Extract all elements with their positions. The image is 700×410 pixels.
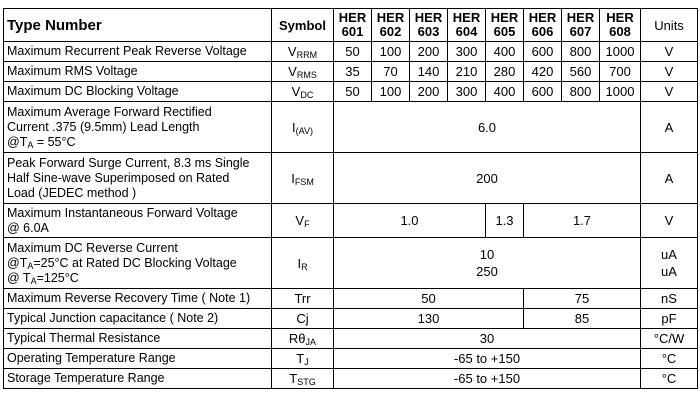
symbol-cell: $I_{FSM}$ bbox=[272, 153, 334, 204]
value-cell: -65 to +150 bbox=[334, 349, 641, 369]
value-cell: 200 bbox=[410, 42, 448, 62]
param-label: Operating Temperature Range bbox=[4, 349, 272, 369]
param-label: Typical Junction capacitance ( Note 2) bbox=[4, 309, 272, 329]
table-row-ir bbox=[4, 238, 698, 289]
symbol-cell: $V_{DC}$ bbox=[272, 82, 334, 102]
value-cell: 400 bbox=[486, 42, 524, 62]
symbol-header: Symbol bbox=[272, 9, 334, 42]
param-label: Maximum RMS Voltage bbox=[4, 62, 272, 82]
symbol-cell: Trr bbox=[272, 289, 334, 309]
value-cell: 75 bbox=[524, 289, 641, 309]
value-cell bbox=[334, 238, 641, 289]
value-cell: 800 bbox=[562, 82, 600, 102]
unit-cell: °C bbox=[641, 349, 698, 369]
part-header-her607: HER 607 bbox=[562, 9, 600, 42]
param-label: Maximum Reverse Recovery Time ( Note 1) bbox=[4, 289, 272, 309]
value-line: 250 bbox=[476, 264, 498, 279]
table-row-rth bbox=[4, 329, 698, 349]
value-cell: 50 bbox=[334, 82, 372, 102]
symbol-cell: $V_{RMS}$ bbox=[272, 62, 334, 82]
unit-cell: pF bbox=[641, 309, 698, 329]
part-header-her606: HER 606 bbox=[524, 9, 562, 42]
param-label: Storage Temperature Range bbox=[4, 369, 272, 389]
value-cell: 800 bbox=[562, 42, 600, 62]
value-cell: 300 bbox=[448, 42, 486, 62]
unit-cell: A bbox=[641, 102, 698, 153]
unit-cell: A bbox=[641, 153, 698, 204]
value-cell: 420 bbox=[524, 62, 562, 82]
table-row-vdc bbox=[4, 82, 698, 102]
value-cell: 600 bbox=[524, 42, 562, 62]
value-cell: 200 bbox=[334, 153, 641, 204]
value-cell: 1000 bbox=[600, 82, 641, 102]
table-row-iav bbox=[4, 102, 698, 153]
param-label: Maximum DC Reverse Current $@T_A=25^\circ C$ at Rated DC Blocking Voltage @ $T_A=125^\circ C$ bbox=[4, 238, 272, 289]
unit-cell: V bbox=[641, 42, 698, 62]
value-line: 10 bbox=[479, 247, 495, 262]
header-row bbox=[4, 9, 698, 42]
value-cell: 280 bbox=[486, 62, 524, 82]
value-cell: -65 to +150 bbox=[334, 369, 641, 389]
param-label: Peak Forward Surge Current, 8.3 ms Single Half Sine-wave Superimposed on Rated Load (JEDEC method ) bbox=[4, 153, 272, 204]
value-cell: 6.0 bbox=[334, 102, 641, 153]
unit-cell: V bbox=[641, 82, 698, 102]
symbol-cell: Cj bbox=[272, 309, 334, 329]
param-label: Typical Thermal Resistance bbox=[4, 329, 272, 349]
value-cell: 1.0 bbox=[334, 204, 486, 238]
spec-table-container bbox=[3, 8, 698, 389]
part-header-her604: HER 604 bbox=[448, 9, 486, 42]
symbol-cell: $V_F$ bbox=[272, 204, 334, 238]
unit-cell: V bbox=[641, 204, 698, 238]
value-cell: 85 bbox=[524, 309, 641, 329]
param-label: Maximum Instantaneous Forward Voltage @ 6.0A bbox=[4, 204, 272, 238]
value-cell: 100 bbox=[372, 82, 410, 102]
part-header-her601: HER 601 bbox=[334, 9, 372, 42]
part-header-her608: HER 608 bbox=[600, 9, 641, 42]
value-cell: 50 bbox=[334, 289, 524, 309]
param-label: Maximum DC Blocking Voltage bbox=[4, 82, 272, 102]
value-cell: 140 bbox=[410, 62, 448, 82]
value-cell: 200 bbox=[410, 82, 448, 102]
table-row-tstg bbox=[4, 369, 698, 389]
symbol-cell: $V_{RRM}$ bbox=[272, 42, 334, 62]
param-label: Maximum Average Forward Rectified Current .375 (9.5mm) Lead Length $@T_A = 55^\circ C$ bbox=[4, 102, 272, 153]
table-row-vf bbox=[4, 204, 698, 238]
symbol-cell: $R\theta_{JA}$ bbox=[272, 329, 334, 349]
unit-line: uA bbox=[661, 264, 677, 279]
symbol-cell: $I_{(AV)}$ bbox=[272, 102, 334, 153]
symbol-cell: $T_{STG}$ bbox=[272, 369, 334, 389]
table-row-ifsm bbox=[4, 153, 698, 204]
part-header-her602: HER 602 bbox=[372, 9, 410, 42]
value-cell: 600 bbox=[524, 82, 562, 102]
value-cell: 130 bbox=[334, 309, 524, 329]
param-label: Maximum Recurrent Peak Reverse Voltage bbox=[4, 42, 272, 62]
unit-line: uA bbox=[661, 247, 677, 262]
table-row-vrrm bbox=[4, 42, 698, 62]
value-cell: 300 bbox=[448, 82, 486, 102]
unit-cell: nS bbox=[641, 289, 698, 309]
part-header-her605: HER 605 bbox=[486, 9, 524, 42]
value-cell: 1.7 bbox=[524, 204, 641, 238]
value-cell: 1.3 bbox=[486, 204, 524, 238]
units-header: Units bbox=[641, 9, 698, 42]
table-row-vrms bbox=[4, 62, 698, 82]
type-number-header: Type Number bbox=[4, 9, 272, 42]
table-row-cj bbox=[4, 309, 698, 329]
value-cell: 560 bbox=[562, 62, 600, 82]
symbol-cell: $T_J$ bbox=[272, 349, 334, 369]
value-cell: 100 bbox=[372, 42, 410, 62]
value-cell: 700 bbox=[600, 62, 641, 82]
electrical-characteristics-table bbox=[3, 8, 698, 389]
value-cell: 210 bbox=[448, 62, 486, 82]
value-cell: 400 bbox=[486, 82, 524, 102]
table-row-trr bbox=[4, 289, 698, 309]
value-cell: 1000 bbox=[600, 42, 641, 62]
symbol-cell: $I_R$ bbox=[272, 238, 334, 289]
value-cell: 50 bbox=[334, 42, 372, 62]
value-cell: 35 bbox=[334, 62, 372, 82]
unit-cell: °C/W bbox=[641, 329, 698, 349]
unit-cell bbox=[641, 238, 698, 289]
unit-cell: °C bbox=[641, 369, 698, 389]
table-row-tj bbox=[4, 349, 698, 369]
part-header-her603: HER 603 bbox=[410, 9, 448, 42]
value-cell: 70 bbox=[372, 62, 410, 82]
value-cell: 30 bbox=[334, 329, 641, 349]
unit-cell: V bbox=[641, 62, 698, 82]
